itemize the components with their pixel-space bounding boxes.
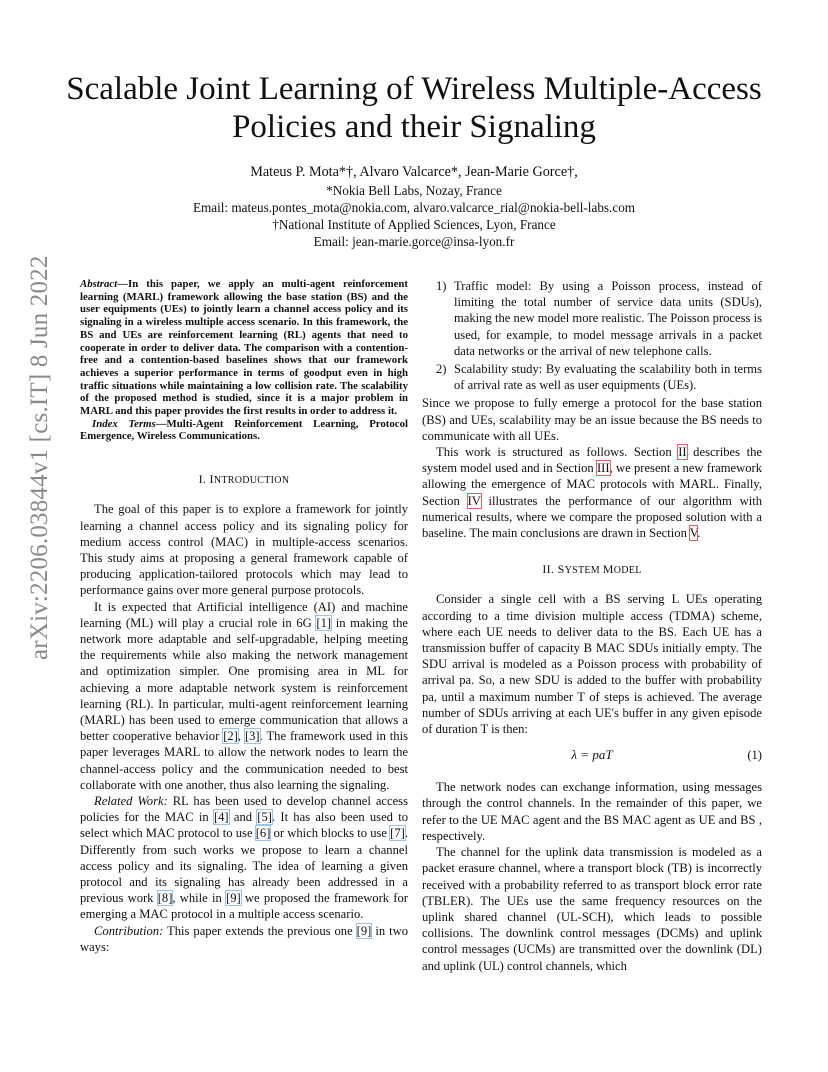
affiliation-2: †National Institute of Applied Sciences, Lyon, France [272,217,556,232]
list-text: Traffic model: By using a Poisson process, instead of limiting the total number of service data units (SDUs), making the new model more realistic. The Poisson process is used, for example, to model message arrivals in a packet data networks or the arrival of new telephone calls. [454,279,762,358]
left-column [80,278,408,955]
author-block [40,164,788,250]
text-run: . The framework used in this paper leverages MARL to allow the network nodes to learn the channel-access policy and the communication needed to best collaborate with one another, thus also learning the signaling. [80,729,408,792]
text-run: This paper extends the previous one [163,923,357,938]
text-run: or which blocks to use [270,826,391,841]
list-number: 2) [436,362,447,377]
citation-link[interactable]: [3] [244,729,260,744]
text-run: This work is structured as follows. Section [436,445,679,460]
arxiv-side-label[interactable]: arXiv:2206.03844v1 [cs.IT] 8 Jun 2022 [26,255,53,660]
index-terms-lead: Index Terms [92,417,156,430]
text-run: , [237,729,245,744]
section-heading-system-model [422,561,762,579]
section-cap: I [209,472,214,487]
section-cap: M [602,562,614,577]
email-2: Email: jean-marie.gorce@insa-lyon.fr [313,234,515,249]
channel-model-paragraph: The channel for the uplink data transmission is modeled as a packet erasure channel, where a transport block (TB) is incorrectly received with a probability referred to as transport block error rate (TBLER). The UEs use the same frequency resources on the uplink shared channel (UL-SCH), which leads to possible collisions. The downlink control messages (DCMs) and uplink control messages (UCMs) are transmitted over the downlink (DL) and uplink (UL) control channels, which [422,845,762,973]
equation-number: (1) [747,748,762,763]
paper-title [40,70,788,146]
text-run: , we present a new framework allowing the emergence of MAC protocols with MARL. Finally, Section [422,461,762,508]
section-heading-introduction [80,471,408,489]
intro-paragraph-1: The goal of this paper is to explore a framework for jointly learning a channel access policy and its signaling policy for medium access control (MAC) in multiple-access scenarios. This study aims at proposing a general framework capable of producing application-tailored protocols which may lead to performance gains over more general purpose protocols. [80,502,408,598]
section-link[interactable]: V [689,526,698,541]
section-link[interactable]: IV [467,493,481,508]
citation-link[interactable]: [9] [356,923,372,938]
list-number: 1) [436,279,447,293]
citation-link[interactable]: [2] [223,729,238,744]
right-column [422,278,762,974]
system-model-paragraph: Consider a single cell with a BS serving L UEs operating according to a time division multiple access (TDMA) scheme, where each UE needs to deliver data to the BS. Each UE has a transmission buffer of capacity B MAC SDUs initially empty. The SDU arrival is modeled as a Poisson process with probability of arrival pa. So, a new SDU is added to the buffer with probability pa, until a maximum number T of steps is achieved. The average number of SDUs arriving at each UE's buffer in any given episode of duration T is then: [422,592,762,737]
title-line-1: Scalable Joint Learning of Wireless Multiple-Access [66,71,762,107]
related-work-paragraph [80,793,408,923]
section-number: II. [542,562,558,577]
abstract [80,278,408,443]
citation-link[interactable]: [8] [157,891,173,906]
text-run: illustrates the performance of our algorithm with numerical results, where we compare the proposed solution with a baseline. The main conclusions are drawn in Section [422,493,762,541]
section-link[interactable]: II [678,445,687,460]
contribution-lead: Contribution: [94,923,164,938]
text-run: . [697,526,701,541]
section-link[interactable]: III [596,461,610,476]
equation-1 [422,743,762,769]
related-work-lead: Related Work: [94,794,168,808]
citation-link[interactable]: [5] [257,810,272,825]
index-terms [80,418,408,443]
equation-expression: λ = paT [571,747,613,763]
text-run: in two ways: [80,923,409,954]
citation-link[interactable]: [7] [390,826,405,841]
section-rest: ODEL [613,565,642,577]
contribution-list [422,278,762,393]
abstract-lead: Abstract [80,278,118,290]
citation-link[interactable]: [6] [255,826,271,841]
structure-paragraph [422,444,762,541]
text-run: describes the system model used and in Section [422,445,762,476]
text-run: RL has been used to develop channel access policies for the MAC in [80,794,408,825]
affiliation-1: *Nokia Bell Labs, Nozay, France [326,183,502,198]
list-item [422,361,762,393]
text-run: we proposed the framework for emerging a MAC protocol in a multiple access scenario. [80,891,408,922]
citation-link[interactable]: [1] [316,615,332,630]
text-run: . It has also been used to select which MAC protocol to use [80,810,408,841]
title-line-2: Policies and their Signaling [232,109,596,145]
text-run: and [228,810,258,825]
list-item [422,278,762,359]
list-text: Scalability study: By evaluating the scalability both in terms of arrival rate as well as user equipments (UEs). [454,362,762,393]
citation-link[interactable]: [9] [226,891,241,906]
text-run: It is expected that Artificial intelligence (AI) and machine learning (ML) will play a crucial role in 6G [80,599,408,630]
abstract-text: —In this paper, we apply an multi-agent reinforcement learning (MARL) framework allowing the base station (BS) and the user equipments (UEs) to jointly learn a channel access policy and its signaling in a wireless multiple access scenario. In this framework, the BS and UEs are reinforcement learning (RL) agents that need to cooperate in order to deliver data. The comparison with a contention-free and a contention-based baselines shows that our framework achieves a superior performance in terms of goodput even in high traffic situations while maintaining a low collision rate. The scalability of the proposed method is studied, since it is a major problem in MARL and this paper provides the first results in order to address it. [80,278,408,418]
control-channel-paragraph: The network nodes can exchange information, using messages through the control channels. In the remainder of this paper, we refer to the UE MAC agent and the BS MAC agent as UE and BS , respectively. [422,780,762,843]
text-run: . Differently from such works we propose to learn a channel access policy and its signaling. The idea of learning a given protocol and its signaling has already been addressed in a previous work [80,826,408,906]
section-cap: S [557,562,565,577]
section-rest: YSTEM [564,565,603,577]
scalability-paragraph: Since we propose to fully emerge a protocol for the base station (BS) and UEs, scalability may be an issue because the BS needs to communicate with all UEs. [422,396,762,443]
text-run: , while in [172,891,227,906]
intro-paragraph-2 [80,599,408,793]
section-number: I. [198,472,210,487]
email-1: Email: mateus.pontes_mota@nokia.com, alvaro.valcarce_rial@nokia-bell-labs.com [192,200,636,215]
abstract-paragraph [80,278,408,418]
text-run: in making the network more adaptable and self-upgradable, helping meeting the requirements while also making the network management and optimization simpler. One promising area in ML for achieving a more adaptable network system is reinforcement learning (RL). In particular, multi-agent reinforcement learning (MARL) has been used to emerge communication that allows a better cooperative behavior [80,615,408,744]
section-rest: NTRODUCTION [213,475,290,487]
author-names: Mateus P. Mota*†, Alvaro Valcarce*, Jean-Marie Gorce†, [250,164,578,180]
citation-link[interactable]: [4] [213,810,229,825]
index-terms-text: —Multi-Agent Reinforcement Learning, Protocol Emergence, Wireless Communications. [80,417,408,443]
contribution-paragraph [80,923,408,955]
